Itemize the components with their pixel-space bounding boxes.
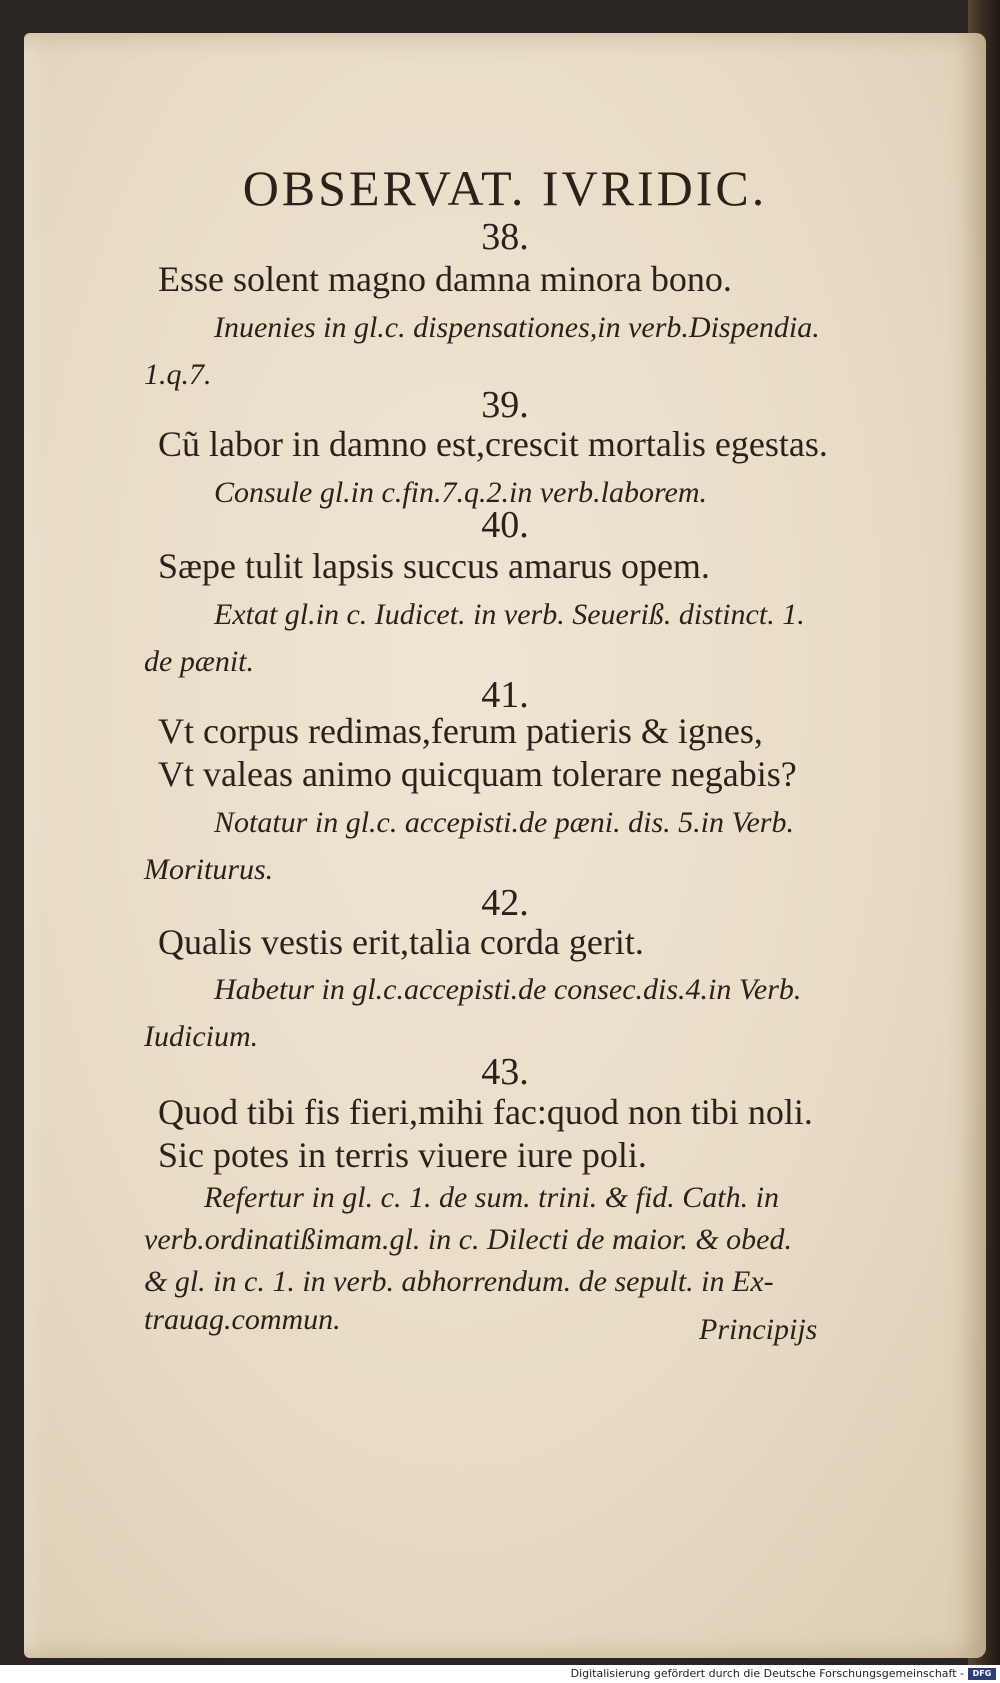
- reference-line: de pænit.: [144, 645, 254, 678]
- verse-line: Sæpe tulit lapsis succus amarus opem.: [158, 546, 710, 586]
- book-page: [24, 33, 986, 1658]
- dfg-logo-icon: DFG: [968, 1668, 996, 1680]
- entry-number: 43.: [481, 1051, 529, 1093]
- reference-line: Refertur in gl. c. 1. de sum. trini. & fid. Cath. in: [204, 1181, 779, 1214]
- reference-line: Moriturus.: [144, 853, 274, 886]
- reference-line: trauag.commun.: [144, 1303, 341, 1336]
- entry-number: 38.: [481, 216, 529, 258]
- entry-number: 42.: [481, 882, 529, 924]
- verse-line: Sic potes in terris viuere iure poli.: [158, 1135, 647, 1175]
- catchword: Principijs: [699, 1313, 818, 1346]
- verse-line: Esse solent magno damna minora bono.: [158, 259, 732, 299]
- entry-number: 39.: [481, 384, 529, 426]
- verse-line: Cũ labor in damno est,crescit mortalis egestas.: [158, 424, 828, 464]
- verse-line: Vt valeas animo quicquam tolerare negabis?: [158, 754, 797, 794]
- entry-number: 41.: [481, 674, 529, 716]
- verse-line: Vt corpus redimas,ferum patieris & ignes,: [158, 711, 763, 751]
- reference-line: Consule gl.in c.fin.7.q.2.in verb.laborem.: [214, 476, 708, 509]
- reference-line: Iudicium.: [144, 1020, 259, 1053]
- reference-line: Notatur in gl.c. accepisti.de pæni. dis. 5.in Verb.: [214, 806, 794, 839]
- reference-line: Habetur in gl.c.accepisti.de consec.dis.4.in Verb.: [214, 973, 802, 1006]
- verse-line: Quod tibi fis fieri,mihi fac:quod non tibi noli.: [158, 1092, 813, 1132]
- digitization-footer: [0, 1665, 1000, 1683]
- reference-line: verb.ordinatißimam.gl. in c. Dilecti de maior. & obed.: [144, 1223, 792, 1256]
- reference-line: Inuenies in gl.c. dispensationes,in verb.Dispendia.: [214, 311, 820, 344]
- reference-line: Extat gl.in c. Iudicet. in verb. Seueriß. distinct. 1.: [214, 598, 805, 631]
- reference-line: & gl. in c. 1. in verb. abhorrendum. de sepult. in Ex-: [144, 1265, 774, 1298]
- verse-line: Qualis vestis erit,talia corda gerit.: [158, 922, 644, 962]
- running-heading: OBSERVAT. IVRIDIC.: [242, 160, 768, 216]
- reference-line: 1.q.7.: [144, 358, 212, 391]
- entry-number: 40.: [481, 504, 529, 546]
- footer-credit: Digitalisierung gefördert durch die Deutsche Forschungsgemeinschaft -: [570, 1667, 964, 1680]
